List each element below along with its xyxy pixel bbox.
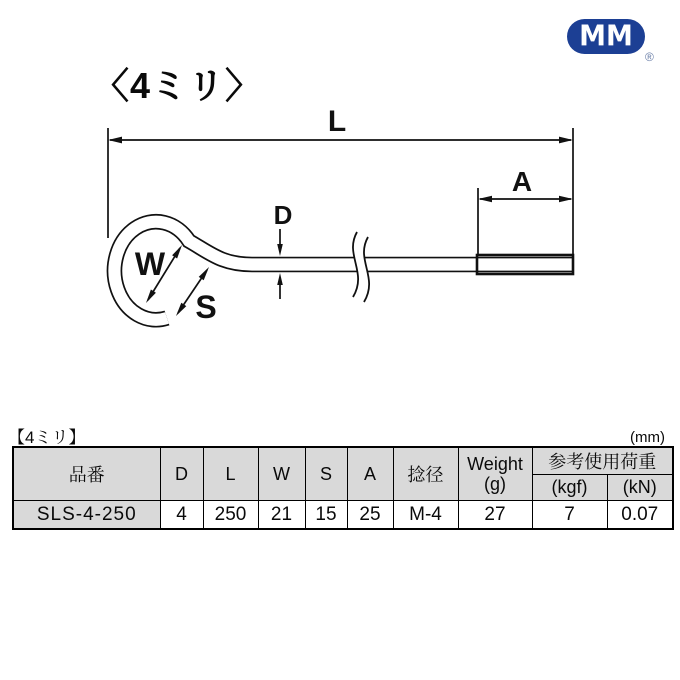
- col-header-s: S: [305, 447, 347, 501]
- dim-label-L: L: [327, 105, 347, 138]
- cell-weight: 27: [458, 501, 532, 530]
- dim-label-W: W: [134, 246, 166, 282]
- mm-logo-text: MM: [579, 20, 633, 53]
- weight-label: Weight: [467, 454, 523, 474]
- col-header-w: W: [258, 447, 305, 501]
- page-title: 〈4ミリ〉: [93, 65, 263, 106]
- table-row: [13, 501, 673, 530]
- cell-kn: 0.07: [607, 501, 673, 530]
- arrowhead: [277, 273, 283, 285]
- col-header-kgf: (kgf): [532, 475, 607, 501]
- arrowhead: [277, 244, 283, 256]
- col-header-part-no: 品番: [13, 447, 160, 501]
- registered-trademark-icon: ®: [645, 50, 654, 64]
- arrowhead: [199, 267, 209, 280]
- col-header-a: A: [347, 447, 393, 501]
- table-unit-label: (mm): [630, 429, 665, 446]
- spec-table: [12, 446, 674, 530]
- arrowhead: [176, 303, 186, 316]
- col-header-kn: (kN): [607, 475, 673, 501]
- dim-label-D: D: [273, 200, 293, 230]
- table-size-label: 【4ミリ】: [8, 428, 86, 447]
- arrowhead: [172, 245, 182, 259]
- dim-label-A: A: [511, 166, 533, 197]
- arrowhead: [559, 137, 573, 144]
- arrowhead: [559, 196, 573, 202]
- cell-l: 250: [203, 501, 258, 530]
- col-header-thread: 捻径: [393, 447, 458, 501]
- end-eraser: [574, 247, 588, 283]
- arrowhead: [108, 137, 122, 144]
- cell-part-no: SLS-4-250: [13, 501, 160, 530]
- arrowhead: [478, 196, 492, 202]
- col-header-d: D: [160, 447, 203, 501]
- cell-a: 25: [347, 501, 393, 530]
- cell-d: 4: [160, 501, 203, 530]
- col-header-weight: [458, 447, 532, 501]
- arrowhead: [146, 290, 156, 304]
- cell-s: 15: [305, 501, 347, 530]
- cell-thread: M-4: [393, 501, 458, 530]
- dim-label-S: S: [195, 289, 217, 325]
- col-header-working-load: 参考使用荷重: [532, 447, 673, 475]
- cell-w: 21: [258, 501, 305, 530]
- col-header-l: L: [203, 447, 258, 501]
- weight-unit: (g): [484, 474, 506, 494]
- cell-kgf: 7: [532, 501, 607, 530]
